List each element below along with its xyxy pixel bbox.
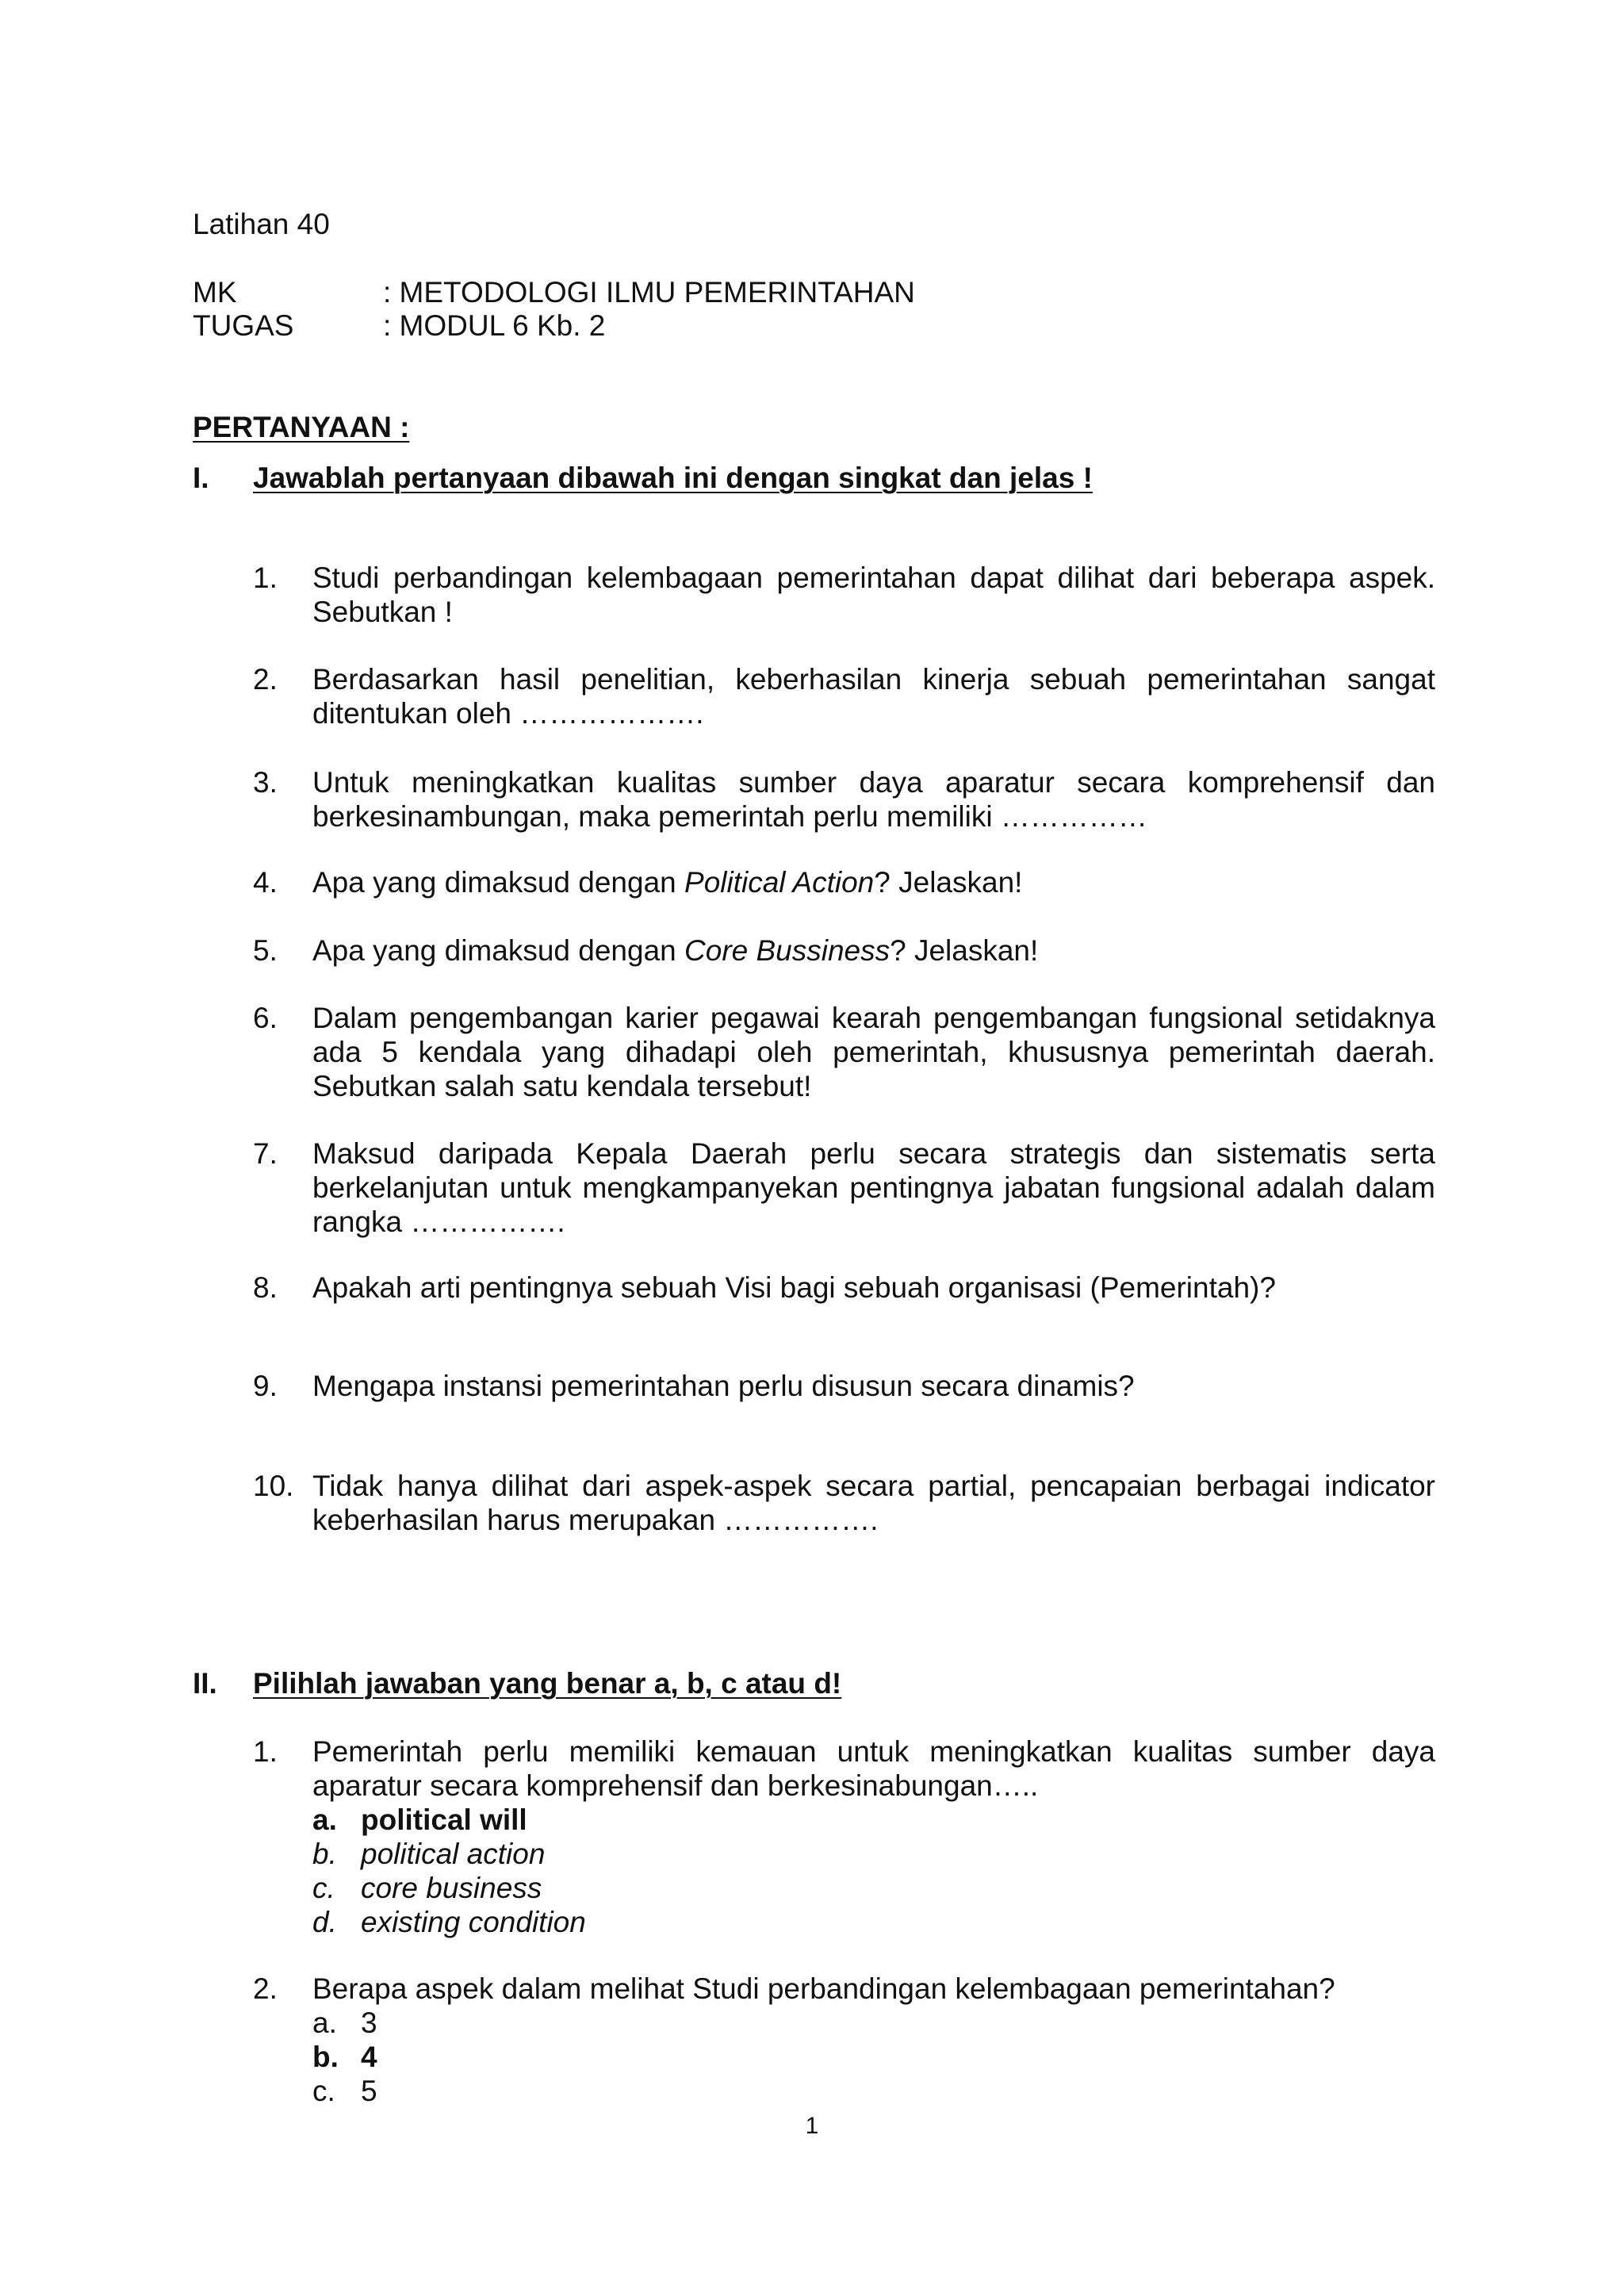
question-text: Mengapa instansi pemerintahan perlu disusun secara dinamis? — [312, 1370, 1135, 1402]
question-number: 4. — [253, 866, 278, 899]
essay-question-5 — [253, 933, 1435, 968]
option-letter: c. — [312, 2075, 335, 2107]
essay-question-10 — [253, 1469, 1435, 1537]
option-text: political action — [361, 1838, 546, 1870]
question-number: 1. — [253, 562, 278, 594]
essay-question-8 — [253, 1271, 1435, 1305]
question-number: 10. — [253, 1470, 294, 1502]
question-number: 3. — [253, 766, 278, 799]
question-text — [312, 933, 1435, 968]
answer-option-a — [312, 2006, 1435, 2040]
question-text-after: ? Jelaskan! — [874, 866, 1023, 899]
option-text: political will — [361, 1803, 527, 1836]
essay-question-3 — [253, 765, 1435, 834]
essay-question-4 — [253, 865, 1435, 899]
question-number: 8. — [253, 1271, 278, 1304]
option-letter: b. — [312, 1838, 337, 1870]
question-text-before: Apa yang dimaksud dengan — [312, 934, 685, 967]
option-text: 4 — [361, 2041, 377, 2073]
question-number: 5. — [253, 934, 278, 967]
option-letter: c. — [312, 1872, 335, 1904]
question-number: 2. — [253, 1972, 278, 2005]
task-value: : MODUL 6 Kb. 2 — [383, 309, 606, 342]
question-text-before: Apa yang dimaksud dengan — [312, 866, 685, 899]
option-text: 3 — [361, 2007, 377, 2039]
question-text: Dalam pengembangan karier pegawai kearah pengembangan fungsional setidaknya ada 5 kendala yang dihadapi oleh pemerintah, khususnya pemerintah daerah. Sebutkan salah satu kendala tersebut! — [312, 1002, 1435, 1102]
question-term: Core Bussiness — [684, 934, 891, 967]
question-text: Berapa aspek dalam melihat Studi perbandingan kelembagaan pemerintahan? — [312, 1972, 1335, 2005]
questions-heading: PERTANYAAN : — [193, 411, 410, 443]
essay-question-1 — [253, 561, 1435, 629]
option-letter: b. — [312, 2041, 339, 2073]
section-2-numeral: II. — [193, 1667, 217, 1700]
answer-option-b — [312, 1837, 1435, 1871]
answer-option-c — [312, 1871, 1435, 1905]
course-value: : METODOLOGI ILMU PEMERINTAHAN — [383, 276, 915, 309]
question-number: 2. — [253, 663, 278, 696]
essay-question-6 — [253, 1001, 1435, 1103]
question-text: Apakah arti pentingnya sebuah Visi bagi sebuah organisasi (Pemerintah)? — [312, 1271, 1276, 1304]
course-label: MK — [193, 276, 237, 309]
choice-question-2 — [253, 1972, 1435, 2108]
question-text: Pemerintah perlu memiliki kemauan untuk meningkatkan kualitas sumber daya aparatur secara komprehensif dan berkesinabungan….. — [312, 1735, 1435, 1802]
question-number: 9. — [253, 1370, 278, 1402]
question-term: Political Action — [684, 866, 875, 899]
section-1-instruction: Jawablah pertanyaan dibawah ini dengan singkat dan jelas ! — [253, 462, 1093, 494]
question-text: Berdasarkan hasil penelitian, keberhasilan kinerja sebuah pemerintahan sangat ditentukan oleh ………………. — [312, 663, 1435, 730]
choice-question-1 — [253, 1734, 1435, 1939]
answer-option-a — [312, 1803, 1435, 1837]
answer-option-c — [312, 2074, 1435, 2108]
question-number: 7. — [253, 1137, 278, 1170]
question-text: Untuk meningkatkan kualitas sumber daya aparatur secara komprehensif dan berkesinambungan, maka pemerintah perlu memiliki …………… — [312, 766, 1435, 833]
task-label: TUGAS — [193, 309, 294, 342]
essay-question-2 — [253, 662, 1435, 730]
essay-question-7 — [253, 1137, 1435, 1239]
question-text: Maksud daripada Kepala Daerah perlu secara strategis dan sistematis serta berkelanjutan untuk mengkampanyekan pentingnya jabatan fungsional adalah dalam rangka ……………. — [312, 1137, 1435, 1238]
question-number: 6. — [253, 1002, 278, 1034]
section-2-instruction: Pilihlah jawaban yang benar a, b, c atau d! — [253, 1667, 842, 1700]
page-number: 1 — [805, 2113, 819, 2139]
question-number: 1. — [253, 1735, 278, 1768]
option-letter: d. — [312, 1906, 337, 1938]
option-letter: a. — [312, 2007, 337, 2039]
option-text: core business — [361, 1872, 542, 1904]
question-text-after: ? Jelaskan! — [890, 934, 1039, 967]
option-letter: a. — [312, 1803, 337, 1836]
essay-question-9 — [253, 1369, 1435, 1403]
section-1-numeral: I. — [193, 462, 209, 494]
question-text — [312, 865, 1435, 899]
question-text: Tidak hanya dilihat dari aspek-aspek secara partial, pencapaian berbagai indicator keberhasilan harus merupakan ……………. — [312, 1470, 1435, 1536]
answer-option-d — [312, 1905, 1435, 1939]
option-text: existing condition — [361, 1906, 586, 1938]
option-text: 5 — [361, 2075, 377, 2107]
question-text: Studi perbandingan kelembagaan pemerintahan dapat dilihat dari beberapa aspek. Sebutkan ! — [312, 562, 1435, 628]
answer-option-b — [312, 2040, 1435, 2074]
exercise-title: Latihan 40 — [193, 208, 330, 240]
